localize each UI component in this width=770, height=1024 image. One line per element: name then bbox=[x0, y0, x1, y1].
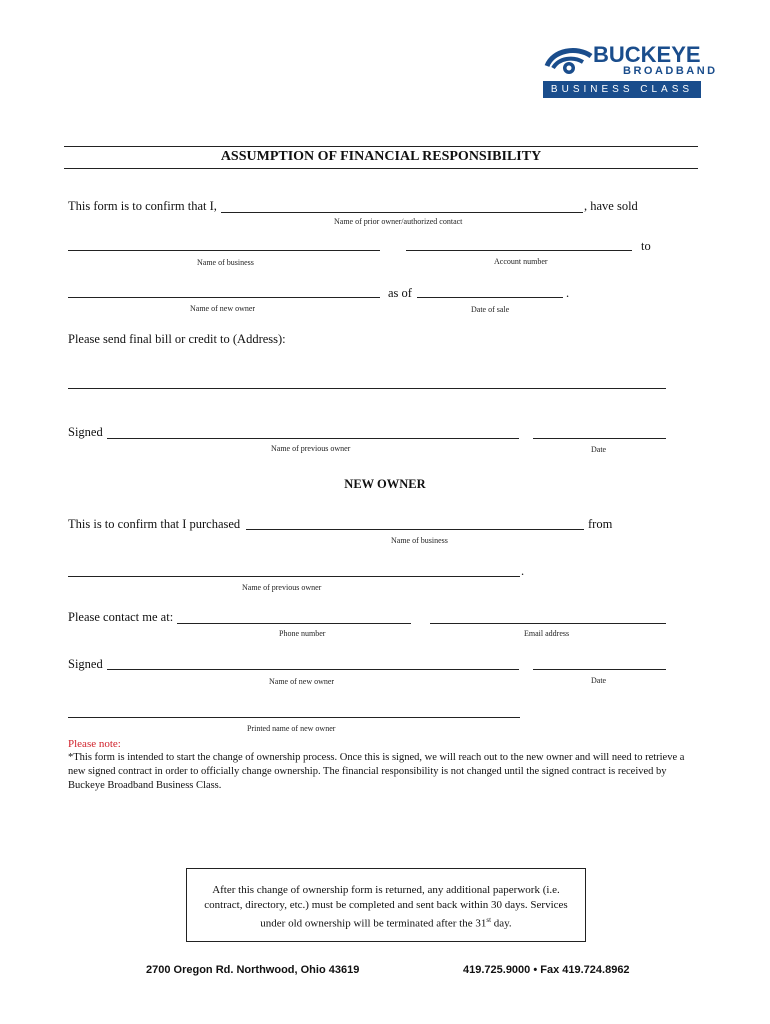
caption-new-owner: Name of new owner bbox=[190, 304, 256, 313]
confirm-prefix: This form is to confirm that I, bbox=[68, 199, 217, 213]
date-of-sale-field[interactable] bbox=[417, 297, 563, 298]
footer-address: 2700 Oregon Rd. Northwood, Ohio 43619 bbox=[146, 964, 360, 976]
prior-owner-field[interactable] bbox=[221, 212, 583, 213]
period-1: . bbox=[566, 286, 570, 300]
address-prompt: Please send final bill or credit to (Address): bbox=[68, 332, 286, 346]
notice-line-3-sup: st bbox=[486, 916, 492, 924]
phone-field[interactable] bbox=[177, 623, 411, 624]
caption-purchased-business: Name of business bbox=[391, 536, 448, 545]
confirm-suffix: , have sold bbox=[584, 199, 638, 213]
title-rule-bottom bbox=[64, 168, 698, 169]
caption-date-2: Date bbox=[591, 676, 607, 685]
notice-line-2: contract, directory, etc.) must be completed and sent back within 30 days. Services bbox=[204, 899, 568, 911]
signed-label-1: Signed bbox=[68, 425, 103, 439]
contact-prompt: Please contact me at: bbox=[68, 610, 174, 624]
as-of-text: as of bbox=[388, 286, 412, 300]
email-field[interactable] bbox=[430, 623, 666, 624]
printed-name-field[interactable] bbox=[68, 717, 520, 718]
purchased-prefix: This is to confirm that I purchased bbox=[68, 517, 241, 531]
signed-label-2: Signed bbox=[68, 657, 103, 671]
new-owner-signature-field[interactable] bbox=[107, 669, 519, 670]
new-owner-field[interactable] bbox=[68, 297, 380, 298]
seller-name-field[interactable] bbox=[68, 576, 520, 577]
to-text: to bbox=[641, 239, 651, 253]
page-title: ASSUMPTION OF FINANCIAL RESPONSIBILITY bbox=[220, 149, 542, 164]
caption-prev-owner: Name of previous owner bbox=[271, 444, 351, 453]
caption-prior-owner: Name of prior owner/authorized contact bbox=[334, 217, 463, 226]
caption-account: Account number bbox=[494, 257, 548, 266]
logo-tag bbox=[543, 81, 701, 98]
notice-line-3-pre: under old ownership will be terminated after the 31 bbox=[260, 917, 487, 930]
new-owner-heading: NEW OWNER bbox=[344, 477, 426, 491]
caption-phone: Phone number bbox=[279, 629, 326, 638]
signature-date-field-2[interactable] bbox=[533, 669, 666, 670]
note-label: Please note: bbox=[68, 738, 121, 750]
title-rule-top bbox=[64, 146, 698, 147]
period-2: . bbox=[521, 564, 525, 578]
purchased-business-field[interactable] bbox=[246, 529, 584, 530]
signature-date-field-1[interactable] bbox=[533, 438, 666, 439]
previous-owner-signature-field[interactable] bbox=[107, 438, 519, 439]
caption-new-owner-sig: Name of new owner bbox=[269, 677, 335, 686]
business-name-field[interactable] bbox=[68, 250, 380, 251]
caption-printed-name: Printed name of new owner bbox=[247, 724, 336, 733]
caption-date-1: Date bbox=[591, 445, 607, 454]
caption-date-sale: Date of sale bbox=[471, 305, 510, 314]
logo-name: BUCKEYE bbox=[593, 42, 701, 67]
logo-sub: BROADBAND bbox=[623, 65, 718, 77]
logo-tag-text: BUSINESS CLASS bbox=[550, 84, 694, 95]
footer-phone: 419.725.9000 • Fax 419.724.8962 bbox=[463, 964, 630, 976]
caption-seller: Name of previous owner bbox=[242, 583, 322, 592]
account-number-field[interactable] bbox=[406, 250, 632, 251]
notice-box bbox=[186, 868, 586, 942]
caption-business: Name of business bbox=[197, 258, 254, 267]
company-logo bbox=[543, 42, 718, 100]
note-body: *This form is intended to start the change of ownership process. Once this is signed, we will reach out to the new owner and will need to retrieve a new signed contract in order to officially change ownership. The financial responsibility is not changed until the signed contract is received by Buckeye Broadband Business Class. bbox=[68, 752, 685, 791]
caption-email: Email address bbox=[524, 629, 570, 638]
from-text: from bbox=[588, 517, 613, 531]
logo-eye-icon bbox=[543, 44, 595, 80]
address-field[interactable] bbox=[68, 388, 666, 389]
notice-line-3 bbox=[187, 913, 585, 932]
notice-line-1: After this change of ownership form is returned, any additional paperwork (i.e. bbox=[212, 884, 560, 896]
notice-line-3-post: day. bbox=[491, 917, 512, 930]
notice-text bbox=[187, 883, 585, 932]
